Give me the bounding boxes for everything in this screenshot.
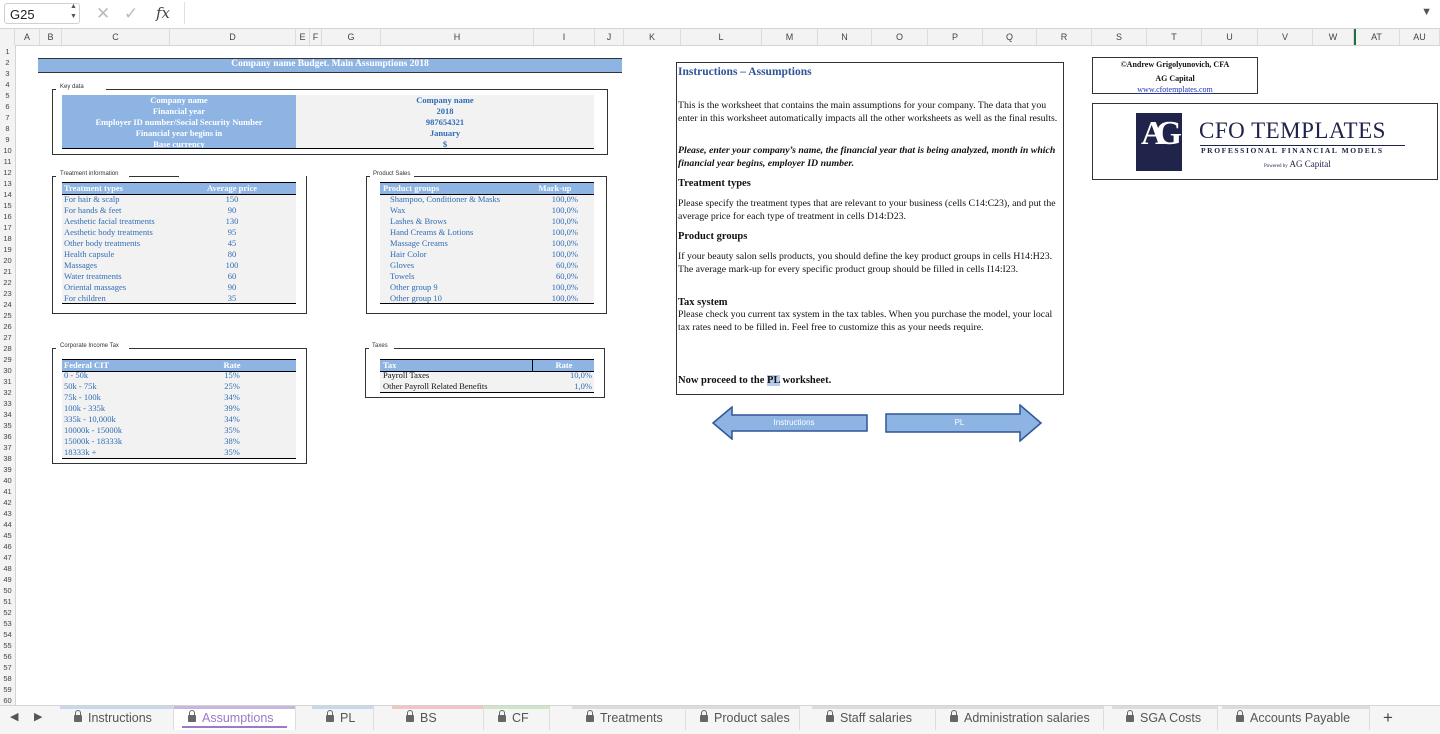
cancel-icon[interactable]: ✕ [96, 4, 111, 23]
name-box-stepper-icon[interactable]: ▲ ▼ [70, 3, 77, 20]
row-header[interactable]: 45 [3, 531, 12, 540]
tax-system-heading: Tax system [678, 297, 728, 308]
row-header[interactable]: 49 [3, 575, 12, 584]
markup-cell[interactable]: 100,0% [551, 238, 578, 248]
taxes-label: Taxes [372, 343, 388, 349]
sheet-tab-label: Product sales [714, 711, 790, 725]
cit-rate-cell[interactable]: 38% [224, 436, 240, 446]
tax-rate-header: Rate [532, 360, 595, 371]
column-header[interactable]: C [62, 29, 170, 45]
sheet-tab-assumptions[interactable] [174, 706, 296, 730]
tab-color-stripe [312, 706, 373, 709]
row-headers [0, 45, 16, 705]
tab-color-stripe [392, 706, 483, 709]
row-header[interactable]: 59 [3, 685, 12, 694]
column-header[interactable]: G [322, 29, 381, 45]
row-header[interactable]: 13 [3, 179, 12, 188]
freeze-pane-line[interactable] [1354, 29, 1356, 45]
markup-cell[interactable]: 100,0% [551, 227, 578, 237]
product-group-cell[interactable]: Hair Color [390, 249, 427, 259]
tax-rate-cell[interactable]: 10,0% [570, 370, 592, 380]
formula-input[interactable] [184, 2, 1415, 24]
product-groups-header: Product groups [383, 183, 440, 193]
sheet-tab-staff-salaries[interactable] [812, 706, 936, 730]
cit-bracket-cell[interactable]: 335k - 10,000k [64, 414, 116, 424]
column-header[interactable]: R [1037, 29, 1092, 45]
row-header[interactable]: 30 [3, 366, 12, 375]
cit-rate-header: Rate [223, 360, 241, 370]
add-sheet-icon[interactable]: + [1383, 708, 1393, 727]
column-header[interactable]: P [928, 29, 983, 45]
column-header[interactable]: S [1092, 29, 1147, 45]
column-header[interactable]: M [762, 29, 818, 45]
key-data-value[interactable]: 987654321 [425, 117, 465, 127]
formula-bar [0, 0, 1440, 29]
treatment-type-cell[interactable]: Water treatments [64, 271, 122, 281]
sheet-tab-label: Instructions [88, 711, 152, 725]
sheet-tab-label: CF [512, 711, 529, 725]
row-header[interactable]: 51 [3, 597, 12, 606]
row-header[interactable]: 26 [3, 322, 12, 331]
row-header[interactable]: 56 [3, 652, 12, 661]
row-header[interactable]: 37 [3, 443, 12, 452]
average-price-cell[interactable]: 130 [225, 216, 239, 226]
key-data-label[interactable]: Financial year [152, 106, 206, 116]
cit-label: Corporate Income Tax [60, 343, 119, 349]
markup-cell[interactable]: 100,0% [551, 194, 578, 204]
sheet-tab-bar [0, 705, 1440, 734]
sheet-tab-pl[interactable] [312, 706, 374, 730]
cit-rate-cell[interactable]: 39% [224, 403, 240, 413]
key-data-label: Key data [60, 84, 84, 90]
markup-cell[interactable]: 60,0% [556, 271, 578, 281]
product-label: Product Sales [373, 171, 411, 177]
treatment-type-cell[interactable]: Massages [64, 260, 98, 270]
key-data-value[interactable]: January [429, 128, 461, 138]
row-header[interactable]: 55 [3, 641, 12, 650]
column-headers [0, 29, 1440, 46]
product-group-cell[interactable]: Hand Creams & Lotions [390, 227, 474, 237]
row-header[interactable]: 25 [3, 311, 12, 320]
markup-cell[interactable]: 60,0% [556, 260, 578, 270]
markup-header: Mark-up [538, 183, 572, 193]
column-header[interactable]: AU [1400, 29, 1440, 45]
product-group-cell[interactable]: Massage Creams [390, 238, 448, 248]
product-group-cell[interactable]: Shampoo, Conditioner & Masks [390, 194, 501, 204]
row-header[interactable]: 12 [3, 168, 12, 177]
row-header[interactable]: 9 [5, 135, 10, 144]
pl-link[interactable]: PL [767, 375, 780, 386]
row-header[interactable]: 35 [3, 421, 12, 430]
row-header[interactable]: 4 [5, 80, 10, 89]
row-header[interactable]: 8 [5, 124, 10, 133]
row-header[interactable]: 60 [3, 696, 12, 705]
markup-cell[interactable]: 100,0% [551, 282, 578, 292]
federal-cit-header: Federal CIT [64, 360, 110, 370]
key-data-label[interactable]: Company name [150, 95, 208, 105]
page-title: Company name Budget. Main Assumptions 2018 [231, 59, 429, 69]
product-groups-heading: Product groups [678, 231, 748, 242]
treatment-type-cell[interactable]: For hands & feet [64, 205, 122, 215]
key-data-label[interactable]: Financial year begins in [135, 128, 223, 138]
product-group-cell[interactable]: Other group 10 [390, 293, 442, 303]
cit-bracket-cell[interactable]: 75k - 100k [64, 392, 101, 402]
row-header[interactable]: 57 [3, 663, 12, 672]
tax-rate-cell[interactable]: 1,0% [574, 381, 592, 391]
key-data-value[interactable]: $ [442, 139, 448, 149]
lock-icon [700, 715, 708, 722]
row-header[interactable]: 32 [3, 388, 12, 397]
column-header[interactable]: N [818, 29, 872, 45]
column-header[interactable]: I [534, 29, 595, 45]
treatment-type-cell[interactable]: Aesthetic facial treatments [64, 216, 155, 226]
tab-color-stripe [484, 706, 549, 709]
treatment-type-cell[interactable]: Health capsule [64, 249, 115, 259]
cit-bracket-cell[interactable]: 50k - 75k [64, 381, 97, 391]
markup-cell[interactable]: 100,0% [551, 293, 578, 303]
key-data-label[interactable]: Base currency [153, 139, 205, 149]
treatment-type-cell[interactable]: Other body treatments [64, 238, 141, 248]
tab-color-stripe [936, 706, 1103, 709]
lock-icon [586, 715, 594, 722]
sheet-tab-label: Treatments [600, 711, 663, 725]
confirm-icon[interactable]: ✓ [124, 4, 139, 23]
row-header[interactable]: 46 [3, 542, 12, 551]
row-header[interactable]: 54 [3, 630, 12, 639]
cit-rate-cell[interactable]: 34% [224, 414, 240, 424]
copyright-author: ©Andrew Grigolyunovich, CFA [1120, 60, 1230, 69]
next-button-label[interactable]: PL [954, 418, 965, 427]
row-header[interactable]: 5 [5, 91, 10, 100]
row-header[interactable]: 16 [3, 212, 12, 221]
copyright-link[interactable]: www.cfotemplates.com [1137, 85, 1213, 94]
column-header[interactable]: L [681, 29, 762, 45]
row-header[interactable]: 14 [3, 190, 12, 199]
copyright-company: AG Capital [1155, 74, 1195, 83]
sheet-tab-product-sales[interactable] [686, 706, 800, 730]
tax-name-cell[interactable]: Other Payroll Related Benefits [383, 381, 488, 391]
product-group-cell[interactable]: Gloves [390, 260, 415, 270]
row-header[interactable]: 21 [3, 267, 12, 276]
markup-cell[interactable]: 100,0% [551, 249, 578, 259]
row-header[interactable]: 3 [5, 69, 10, 78]
column-header[interactable]: K [624, 29, 681, 45]
row-header[interactable]: 11 [3, 157, 12, 166]
product-group-cell[interactable]: Wax [390, 205, 406, 215]
treatment-type-cell[interactable]: For hair & scalp [64, 194, 120, 204]
key-data-value[interactable]: 2018 [436, 106, 454, 116]
logo-title: CFO TEMPLATES [1199, 118, 1386, 143]
average-price-cell[interactable]: 100 [225, 260, 239, 270]
column-header[interactable]: O [872, 29, 928, 45]
average-price-header: Average price [206, 183, 258, 193]
column-header[interactable]: H [381, 29, 534, 45]
average-price-cell[interactable]: 80 [227, 249, 237, 259]
column-header[interactable]: AT [1354, 29, 1400, 45]
sheet-tab-accounts-payable[interactable] [1222, 706, 1370, 730]
tab-color-stripe [60, 706, 173, 709]
tab-color-stripe [1112, 706, 1217, 709]
markup-cell[interactable]: 100,0% [551, 216, 578, 226]
logo-subtitle: PROFESSIONAL FINANCIAL MODELS [1201, 146, 1384, 155]
cit-rate-cell[interactable]: 35% [224, 425, 240, 435]
tax-system-text: Please check you current tax system in the tax tables. When you purchase the model, your local tax rates need to be filled in. Feel free to customize this as your needs require. [678, 309, 1053, 333]
row-header[interactable]: 20 [3, 256, 12, 265]
column-header[interactable]: T [1147, 29, 1202, 45]
average-price-cell[interactable]: 60 [227, 271, 237, 281]
lock-icon [74, 715, 82, 722]
column-header[interactable]: E [296, 29, 310, 45]
average-price-cell[interactable]: 90 [227, 282, 237, 292]
row-header[interactable]: 24 [3, 300, 12, 309]
function-icon[interactable]: fx [156, 4, 171, 22]
row-header[interactable]: 33 [3, 399, 12, 408]
column-header[interactable]: B [40, 29, 62, 45]
lock-icon [326, 715, 334, 722]
sheet-tab-treatments[interactable] [572, 706, 686, 730]
sheet-tab-label: PL [340, 711, 356, 725]
select-all-corner[interactable] [0, 29, 15, 45]
average-price-cell[interactable]: 90 [227, 205, 237, 215]
cit-bracket-cell[interactable]: 15000k - 18333k [64, 436, 123, 446]
lock-icon [1126, 715, 1134, 722]
row-header[interactable]: 19 [3, 245, 12, 254]
column-header[interactable]: D [170, 29, 296, 45]
sheet-tab-bs[interactable] [392, 706, 484, 730]
product-group-cell[interactable]: Lashes & Brows [390, 216, 447, 226]
column-header[interactable]: W [1313, 29, 1354, 45]
row-header[interactable]: 36 [3, 432, 12, 441]
logo-box [1092, 103, 1438, 180]
tab-color-stripe [686, 706, 799, 709]
column-header[interactable]: Q [983, 29, 1037, 45]
row-header[interactable]: 2 [5, 58, 10, 67]
logo-powered: Powered by AG Capital [1264, 159, 1331, 169]
column-header[interactable]: F [310, 29, 322, 45]
cit-rate-cell[interactable]: 34% [224, 392, 240, 402]
copyright-box [1092, 57, 1258, 94]
scroll-tabs-right-icon[interactable]: ▶ [34, 711, 43, 723]
sheet-tab-label: Staff salaries [840, 711, 913, 725]
row-header[interactable]: 6 [5, 102, 10, 111]
row-header[interactable]: 29 [3, 355, 12, 364]
row-header[interactable]: 43 [3, 509, 12, 518]
cit-rate-cell[interactable]: 15% [224, 370, 240, 380]
column-header[interactable]: A [15, 29, 40, 45]
row-header[interactable]: 47 [3, 553, 12, 562]
row-header[interactable]: 17 [3, 223, 12, 232]
markup-cell[interactable]: 100,0% [551, 205, 578, 215]
column-header[interactable]: U [1202, 29, 1258, 45]
instructions-box [676, 62, 1064, 395]
treatment-label: Treatment information [60, 171, 119, 177]
lock-icon [1236, 715, 1244, 722]
cit-rate-cell[interactable]: 25% [224, 381, 240, 391]
tab-color-stripe [572, 706, 685, 709]
cit-bracket-cell[interactable]: 10000k - 15000k [64, 425, 123, 435]
row-header[interactable]: 50 [3, 586, 12, 595]
product-group-cell[interactable]: Other group 9 [390, 282, 438, 292]
treatment-type-cell[interactable]: For children [64, 293, 106, 303]
row-header[interactable]: 31 [3, 377, 12, 386]
row-header[interactable]: 44 [3, 520, 12, 529]
active-tab-underline [182, 726, 287, 728]
sheet-tab-instructions[interactable] [60, 706, 174, 730]
sheet-tab-sga-costs[interactable] [1112, 706, 1218, 730]
row-header[interactable]: 53 [3, 619, 12, 628]
tab-color-stripe [1222, 706, 1369, 709]
treatment-type-cell[interactable]: Aesthetic body treatments [64, 227, 153, 237]
row-header[interactable]: 58 [3, 674, 12, 683]
treatment-types-heading: Treatment types [678, 178, 751, 189]
row-header[interactable]: 27 [3, 333, 12, 342]
cit-bracket-cell[interactable]: 100k - 335k [64, 403, 106, 413]
name-box[interactable]: G25 [4, 3, 80, 24]
sheet-tab-label: BS [420, 711, 437, 725]
product-group-cell[interactable]: Towels [390, 271, 415, 281]
lock-icon [826, 715, 834, 722]
lock-icon [950, 715, 958, 722]
row-header[interactable]: 52 [3, 608, 12, 617]
proceed-text: Now proceed to the PL worksheet. [678, 375, 832, 386]
row-header[interactable]: 34 [3, 410, 12, 419]
tax-name-cell[interactable]: Payroll Taxes [383, 370, 430, 380]
sheet-tab-label: Accounts Payable [1250, 711, 1351, 725]
row-header[interactable]: 7 [5, 113, 10, 122]
ag-logo-icon: AG [1136, 113, 1182, 171]
cit-bracket-cell[interactable]: 0 - 50k [64, 370, 89, 380]
sheet-tab-label: SGA Costs [1140, 711, 1202, 725]
row-header[interactable]: 10 [3, 146, 12, 155]
tab-color-stripe [812, 706, 935, 709]
column-header[interactable]: V [1258, 29, 1313, 45]
tab-color-stripe [174, 706, 295, 709]
treatment-types-header: Treatment types [64, 183, 123, 193]
treatment-type-cell[interactable]: Oriental massages [64, 282, 127, 292]
sheet-tab-label: Administration salaries [964, 711, 1090, 725]
average-price-cell[interactable]: 45 [227, 238, 237, 248]
row-header[interactable]: 28 [3, 344, 12, 353]
average-price-cell[interactable]: 150 [225, 194, 239, 204]
back-button-label[interactable]: Instructions [773, 418, 815, 427]
product-groups-text: If your beauty salon sells products, you should define the key product groups in cells H14:H23. The average mark-up for every specific product group should be filled in cells I14:I23. [678, 251, 1053, 275]
row-header[interactable]: 48 [3, 564, 12, 573]
row-header[interactable]: 18 [3, 234, 12, 243]
row-header[interactable]: 39 [3, 465, 12, 474]
lock-icon [406, 715, 414, 722]
row-header[interactable]: 41 [3, 487, 12, 496]
average-price-cell[interactable]: 35 [227, 293, 237, 303]
scroll-tabs-left-icon[interactable]: ◀ [10, 711, 19, 723]
expand-formula-icon[interactable]: ▼ [1421, 6, 1432, 18]
row-header[interactable]: 23 [3, 289, 12, 298]
sheet-tab-cf[interactable] [484, 706, 550, 730]
lock-icon [498, 715, 506, 722]
key-data-label[interactable]: Employer ID number/Social Security Number [95, 117, 263, 127]
instructions-intro: This is the worksheet that contains the main assumptions for your company. The data that you enter in this worksheet automatically impacts all the other worksheets as well as the final results. [678, 100, 1058, 124]
sheet-tab-administration-salaries[interactable] [936, 706, 1104, 730]
cit-bracket-cell[interactable]: 18333k + [64, 447, 97, 457]
row-header[interactable]: 38 [3, 454, 12, 463]
key-data-value[interactable]: Company name [416, 95, 474, 105]
cit-rate-cell[interactable]: 35% [224, 447, 240, 457]
row-header[interactable]: 42 [3, 498, 12, 507]
row-header[interactable]: 40 [3, 476, 12, 485]
sheet-tab-label: Assumptions [202, 711, 274, 725]
row-header[interactable]: 1 [5, 47, 10, 56]
row-header[interactable]: 22 [3, 278, 12, 287]
average-price-cell[interactable]: 95 [227, 227, 237, 237]
instructions-enter-company: Please, enter your company’s name, the financial year that is being analyzed, month in which financial year begins, employer ID number. [678, 145, 1056, 169]
treatment-types-text: Please specify the treatment types that are relevant to your business (cells C14:C23), and put the average price for each type of treatment in cells D14:D23. [678, 198, 1056, 222]
lock-icon [188, 715, 196, 722]
instructions-title: Instructions – Assumptions [678, 66, 812, 78]
row-header[interactable]: 15 [3, 201, 12, 210]
tax-header: Tax [383, 360, 397, 370]
column-header[interactable]: J [595, 29, 624, 45]
